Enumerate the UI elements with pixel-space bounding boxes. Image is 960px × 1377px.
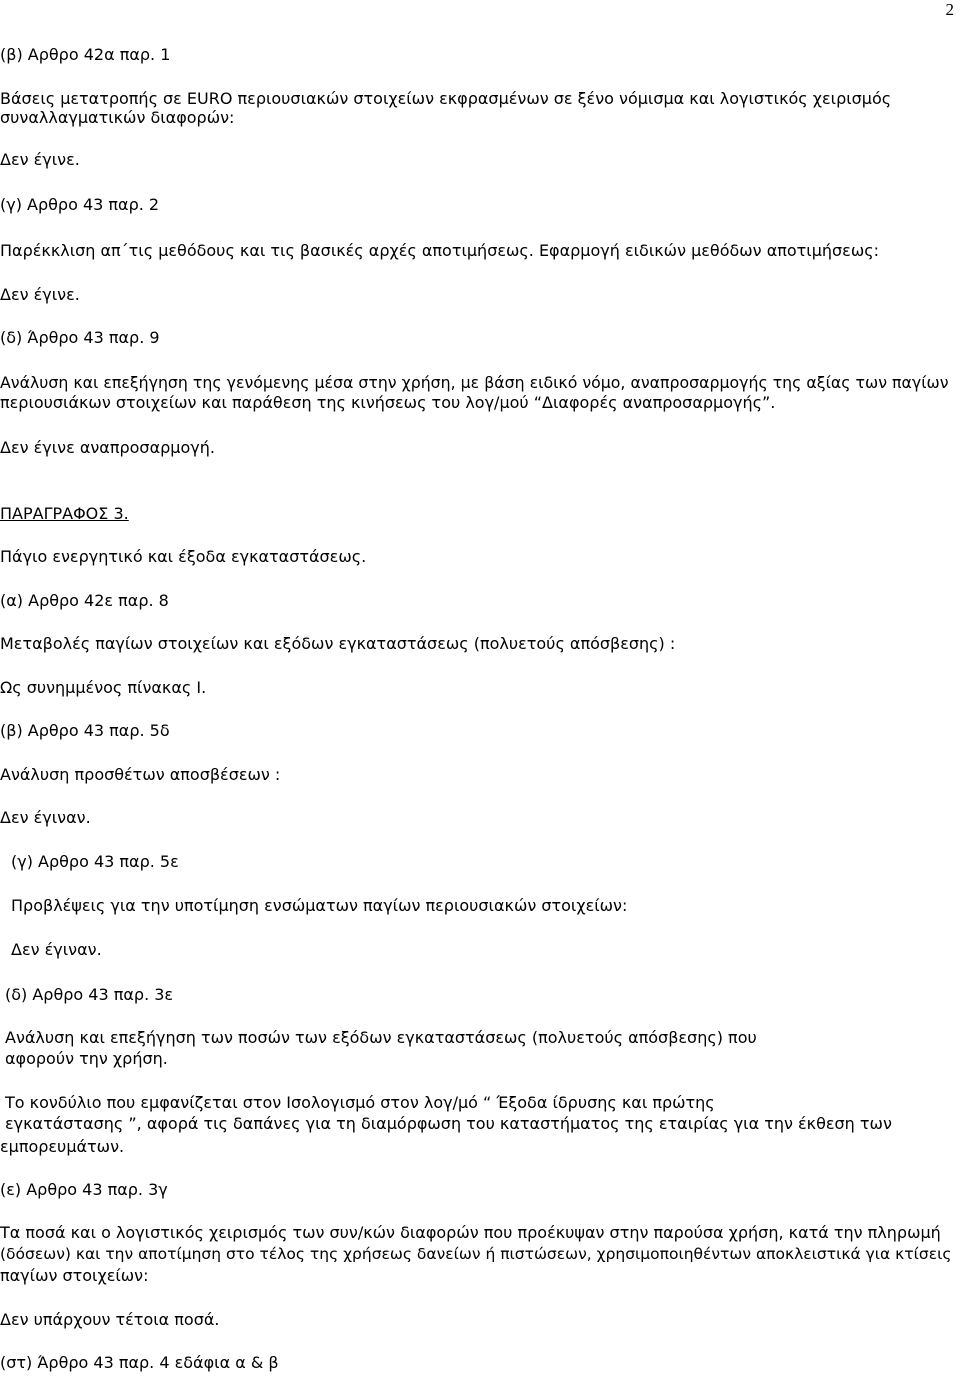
section-heading-paragraph-3: ΠΑΡΑΓΡΑΦΟΣ 3. — [0, 504, 129, 523]
paragraph-line: (δόσεων) και την αποτίμηση στο τέλος της χρήσεως δανείων ή πιστώσεων, χρησιμοποιηθέντων αποκλειστικά για κτίσεις — [0, 1245, 952, 1263]
heading-art43-5d: (β) Αρθρο 43 παρ. 5δ — [0, 721, 170, 740]
paragraph-line: Ανάλυση και επεξήγηση των ποσών των εξόδων εγκαταστάσεως (πολυετούς απόσβεσης) που — [5, 1028, 757, 1047]
paragraph-line: παγίων στοιχείων: — [0, 1266, 149, 1285]
heading-art43-5e: (γ) Αρθρο 43 παρ. 5ε — [11, 852, 179, 871]
paragraph-line: εγκατάστασης ”, αφορά τις δαπάνες για τη διαμόρφωση του καταστήματος της εταιρίας για την έκθεση των — [5, 1114, 892, 1133]
paragraph-line: Προβλέψεις για την υποτίμηση ενσώματων παγίων περιουσιακών στοιχείων: — [11, 896, 628, 915]
paragraph-line: Μεταβολές παγίων στοιχείων και εξόδων εγκαταστάσεως (πολυετούς απόσβεσης) : — [0, 634, 676, 653]
paragraph-line: Ανάλυση και επεξήγηση της γενόμενης μέσα στην χρήση, με βάση ειδικό νόμο, αναπροσαρμογής της αξίας των παγίων — [0, 373, 949, 392]
section-subtitle: Πάγιο ενεργητικό και έξοδα εγκαταστάσεως. — [0, 547, 367, 566]
heading-art42e-8: (α) Αρθρο 42ε παρ. 8 — [0, 591, 169, 610]
paragraph-line: περιουσιάκων στοιχείων και παράθεση της κινήσεως του λογ/μού “Διαφορές αναπροσαρμογής”. — [0, 393, 776, 412]
answer-text: Ως συνημμένος πίνακας Ι. — [0, 678, 207, 697]
heading-art42a: (β) Αρθρο 42α παρ. 1 — [0, 45, 171, 64]
page-number: 2 — [945, 0, 954, 19]
paragraph-line: Το κονδύλιο που εμφανίζεται στον Ισολογισμό στον λογ/μό “ Έξοδα ίδρυσης και πρώτης — [5, 1093, 715, 1112]
heading-art43-4: (στ) Άρθρο 43 παρ. 4 εδάφια α & β — [0, 1353, 279, 1372]
heading-art43-3e: (δ) Αρθρο 43 παρ. 3ε — [5, 985, 174, 1004]
heading-art43-9: (δ) Άρθρο 43 παρ. 9 — [0, 328, 160, 347]
answer-text: Δεν έγινε. — [0, 150, 80, 169]
paragraph-line: Ανάλυση προσθέτων αποσβέσεων : — [0, 765, 281, 784]
paragraph-line: Βάσεις μετατροπής σε EURO περιουσιακών στοιχείων εκφρασμένων σε ξένο νόμισμα και λογιστικός χειρισμός — [0, 89, 892, 108]
answer-text: Δεν έγινε. — [0, 285, 80, 304]
paragraph-line: Παρέκκλιση απ΄τις μεθόδους και τις βασικές αρχές αποτιμήσεως. Εφαρμογή ειδικών μεθόδων αποτιμήσεως: — [0, 241, 880, 260]
heading-art43-3g: (ε) Αρθρο 43 παρ. 3γ — [0, 1180, 168, 1199]
paragraph-line: εμπορευμάτων. — [0, 1137, 125, 1156]
answer-text: Δεν υπάρχουν τέτοια ποσά. — [0, 1310, 220, 1329]
paragraph-line: Τα ποσά και ο λογιστικός χειρισμός των συν/κών διαφορών που προέκυψαν στην παρούσα χρήση, κατά την πληρωμή — [0, 1223, 941, 1242]
answer-text: Δεν έγιναν. — [0, 808, 91, 827]
paragraph-line: συναλλαγματικών διαφορών: — [0, 108, 235, 127]
answer-text: Δεν έγιναν. — [11, 940, 102, 959]
heading-art43-2: (γ) Αρθρο 43 παρ. 2 — [0, 195, 160, 214]
answer-text: Δεν έγινε αναπροσαρμογή. — [0, 438, 215, 457]
paragraph-line: αφορούν την χρήση. — [5, 1049, 168, 1068]
